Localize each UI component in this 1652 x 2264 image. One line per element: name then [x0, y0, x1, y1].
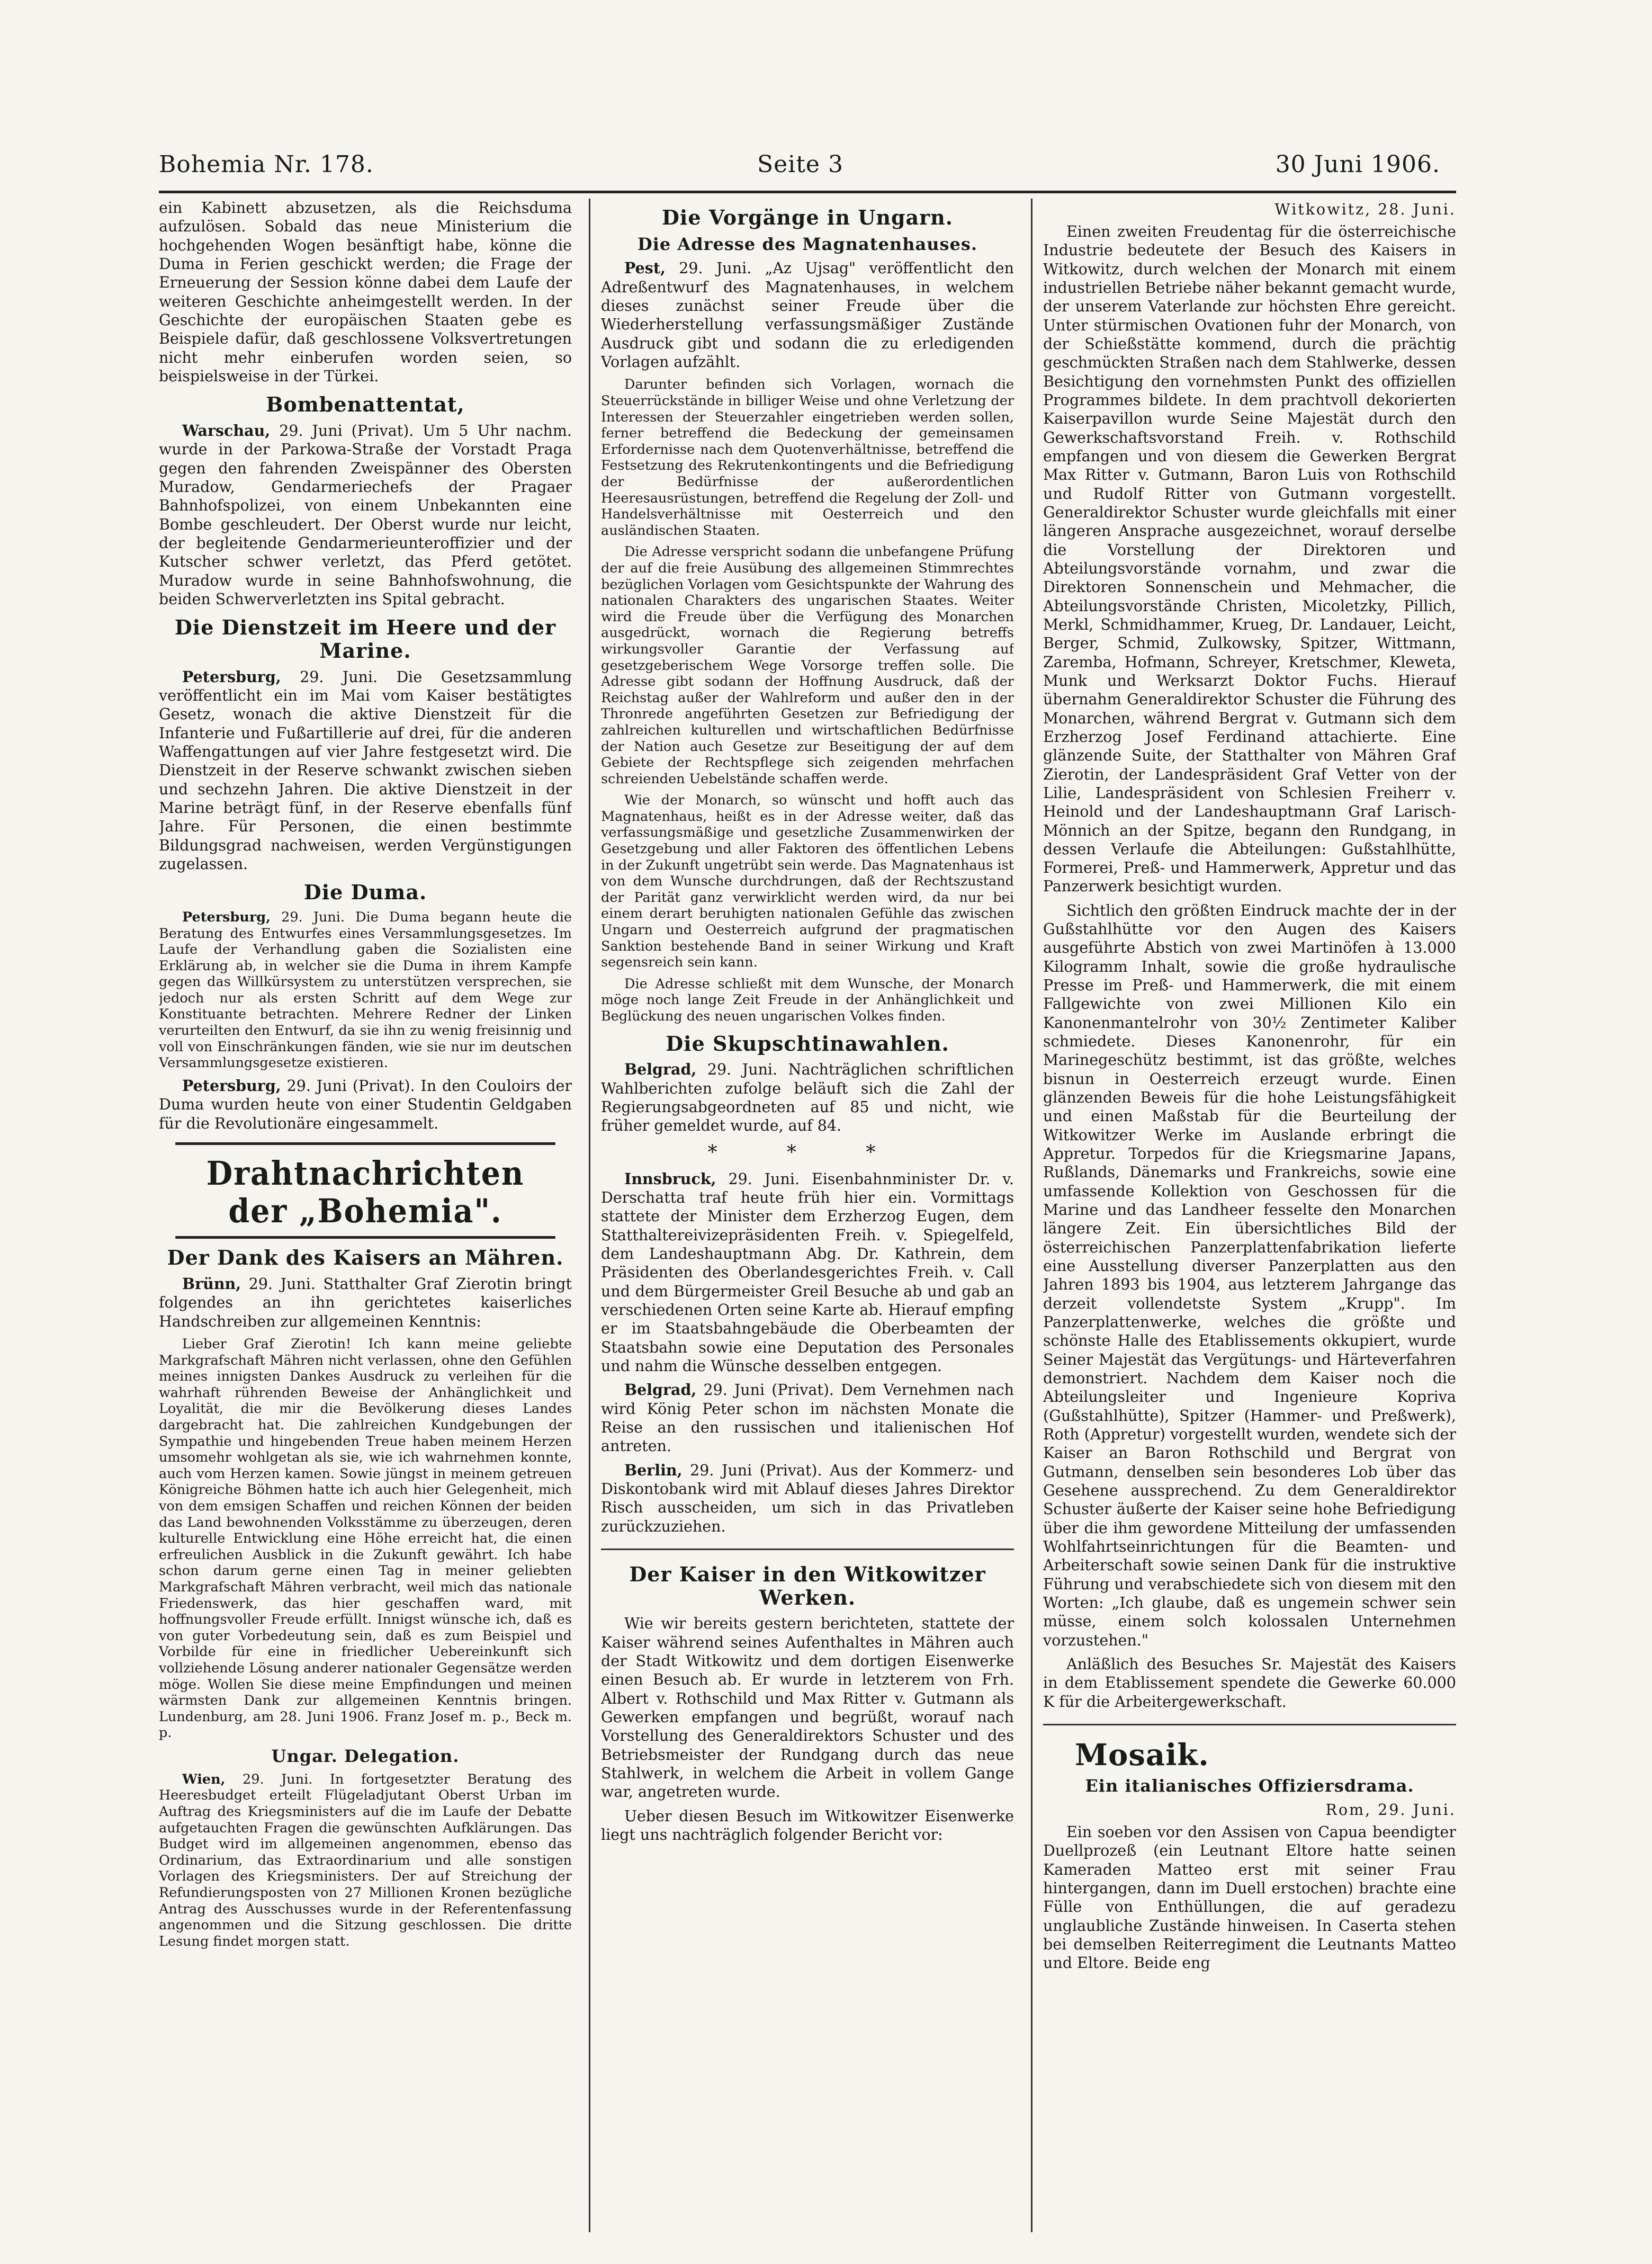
article-text: 29. Juni. Die Duma begann heute die Beratung des Entwurfes eines Versammlungsgesetzes. Im Laufe der Verhandlung gaben die Sozialisten eine Erklärung ab, in welcher sie die Duma in ihrem Kampfe gegen das Willkürsystem zu unterstützen versprechen, sie jedoch nur als ersten Schritt auf dem Wege zur Konstituante betrachten. Mehrere Redner der Linken verurteilten den Entwurf, da sie ihn zu wenig freisinnig und voll von Einschränkungen fänden, wie sie nur im deutschen Versammlungsgesetze existieren.: [159, 909, 572, 1071]
header-masthead: Bohemia Nr. 178.: [159, 151, 374, 178]
article-text: 29. Juni. In fortgesetzter Beratung des Heeresbudget erteilt Flügeladjutant Oberst Urban im Auftrag des Kriegsministers auf die im Laufe der Debatte aufgetauchten Fragen die gewünschten Aufklärungen. Das Budget wird im allgemeinen angenommen, ebenso das Ordinarium, das Extraordinarium und alle sonstigen Vorlagen des Kriegsministers. Der auf Streichung der Refundierungsposten von 27 Millionen Kronen bezügliche Antrag des Ausschusses wurde in der Referentenfassung angenommen und die Sitzung geschlossen. Die dritte Lesung findet morgen statt.: [159, 1771, 572, 1949]
dateline: Belgrad,: [624, 1060, 697, 1079]
column-right: [1043, 199, 1456, 2232]
article-text: 29. Juni (Privat). In den Couloirs der Duma wurden heute von einer Studentin Geldgaben für die Revolutionäre eingesammelt.: [159, 1077, 572, 1132]
dateline: Innsbruck,: [624, 1169, 716, 1188]
article-continuation: ein Kabinett abzusetzen, als die Reichsduma aufzulösen. Sobald das neue Ministerium die hochgehenden Wogen besänftigt habe, könne die Duma in Ferien geschickt werden; die Frage der Erneuerung der Session könne dabei dem Laufe der weiteren Geschichte anheimgestellt werden. In der Geschichte der europäischen Staaten gebe es Beispiele dafür, daß geschlossene Volksvertretungen nicht mehr einberufen worden seien, so beispielsweise in der Türkei.: [159, 199, 572, 385]
article-bombenattentat: [159, 422, 572, 608]
article-text: 29. Juni. Statthalter Graf Zierotin bringt folgendes an ihn gerichtetes kaiserliches Handschreiben zur allgemeinen Kenntnis:: [159, 1275, 572, 1330]
header-date: 30 Juni 1906.: [1275, 151, 1440, 178]
imperial-letter: Lieber Graf Zierotin! Ich kann meine geliebte Markgrafschaft Mähren nicht verlassen, ohne den Gefühlen meines innigsten Dankes Ausdruck zu verleihen für die wahrhaft rührenden Beweise der Anhänglichkeit und Loyalität, die mir die Bevölkerung dieses Landes dargebracht hat. Die zahlreichen Kundgebungen der Sympathie und hingebenden Treue haben meinem Herzen umsomehr wohlgetan als sie, wie ich wahrnehmen konnte, auch vom Herzen kamen. Sowie jüngst in meinem getreuen Königreiche Böhmen hatte ich auch hier Gelegenheit, mich von dem emsigen Schaffen und reichen Können der beiden das Land bewohnenden Volksstämme zu überzeugen, deren kulturelle Entwicklung eine Höhe erreicht hat, die einen erfreulichen Ausblick in die Zukunft gewährt. Ich habe schon darum gerne einen Tag in meiner geliebten Markgrafschaft Mähren verbracht, weil mich das nationale Friedenswerk, das hier geschaffen ward, mit hoffnungsvoller Freude erfüllt. Innigst wünsche ich, daß es von guter Vorbedeutung sein, daß es zum Beispiel und Vorbilde für eine in friedlicher Uebereinkunft sich vollziehende Lösung anderer nationaler Gegensätze werden möge. Wollen Sie diese meine Empfindungen und meinen wärmsten Dank zur allgemeinen Kenntnis bringen. Lundenburg, am 28. Juni 1906. Franz Josef m. p., Beck m. p.: [159, 1336, 572, 1741]
article-witkowitz-3: Anläßlich des Besuches Sr. Majestät des Kaisers in dem Etablissement spendete die Gewerke 60.000 K für die Arbeitergewerkschaft.: [1043, 1655, 1456, 1711]
subheadline-adresse: Die Adresse des Magnatenhauses.: [638, 234, 977, 254]
headline-kaiser-witkowitz: Der Kaiser in den Witkowitzer Werken.: [629, 1562, 986, 1609]
article-berlin: [601, 1461, 1014, 1536]
article-columns: [159, 199, 1456, 2232]
article-text: 29. Juni (Privat). Dem Vernehmen nach wird König Peter schon im nächsten Monate die Reise an den russischen und italienischen Hof antreten.: [601, 1381, 1014, 1455]
dateline: Warschau,: [182, 421, 271, 440]
dateline: Petersburg,: [182, 667, 281, 686]
section-separator-stars: * * *: [707, 1141, 908, 1164]
article-witkowitz-1: Einen zweiten Freudentag für die österreichische Industrie bedeutete der Besuch des Kaisers in Witkowitz, durch welchen der Monarch mit einem industriellen Betriebe näher bekannt gemacht wurde, der unserem Vaterlande zur höchsten Ehre gereicht. Unter stürmischen Ovationen fuhr der Monarch, von der Schießstätte kommend, durch die prächtig geschmückten Straßen nach dem Stahlwerke, dessen Besichtigung den vornehmsten Punkt des offiziellen Programmes bildete. In dem prachtvoll dekorierten Kaiserpavillon wurde Seine Majestät durch den Gewerkschaftsvorstand Freih. v. Rothschild empfangen und von diesem die Gewerken Bergrat Max Ritter v. Gutmann, Baron Luis von Rothschild und Rudolf Ritter von Gutmann vorgestellt. Generaldirektor Schuster wurde gleichfalls mit einer längeren Ansprache ausgezeichnet, worauf derselbe die Vorstellung der Direktoren und Abteilungsvorstände vornahm, und zwar die Direktoren Sonnenschein und Mehmacher, die Abteilungsvorstände Christen, Micoletzky, Pillich, Merkl, Schmidhammer, Krueg, Dr. Landauer, Leicht, Berger, Schmid, Zulkowsky, Spitzer, Wittmann, Zaremba, Hofmann, Schreyer, Kretschmer, Kleweta, Munk und Werksarzt Doktor Fuchs. Hierauf übernahm Generaldirektor Schuster die Führung des Monarchen, während Bergrat v. Gutmann sich dem Erzherzog Josef Ferdinand attachierte. Eine glänzende Suite, der Statthalter von Mähren Graf Zierotin, der Landespräsident Graf Vetter von der Lilie, Landespräsident von Schlesien Freiherr v. Heinold und der Landeshauptmann Graf Larisch-Mönnich an der Spitze, begann den Rundgang, in dessen Verlaufe die Abteilungen: Gußstahlhütte, Formerei, Preß- und Hammerwerk, Appretur und das Panzerwerk besichtigt wurden.: [1043, 223, 1456, 896]
article-offiziersdrama: Ein soeben vor den Assisen von Capua beendigter Duellprozeß (ein Leutnant Eltore hatte seinen Kameraden Matteo erst mit seiner Frau hintergangen, dann im Duell erstochen) brachte eine Fülle von Enthüllungen, die auf geradezu unglaubliche Zustände hinweisen. In Caserta stehen bei demselben Reiterregiment die Leutnants Matteo und Eltore. Beide eng: [1043, 1823, 1456, 1972]
article-text: 29. Juni. Nachträglichen schriftlichen Wahlberichten zufolge beläuft sich die Zahl der Regierungsabgeordneten auf 85 und nicht, wie früher gemeldet wurde, auf 84.: [601, 1061, 1014, 1135]
article-skupschtina: [601, 1060, 1014, 1135]
dateline: Berlin,: [624, 1461, 683, 1479]
article-belgrad: [601, 1381, 1014, 1455]
article-text: 29. Juni (Privat). Aus der Kommerz- und Diskontobank wird mit Ablauf dieses Jahres Direktor Risch ausscheiden, um sich in das Privatleben zurückzuziehen.: [601, 1461, 1014, 1535]
headline-ungar-delegation: Ungar. Delegation.: [271, 1746, 460, 1766]
article-adresse-2: Darunter befinden sich Vorlagen, wornach die Steuerrückstände in billiger Weise und ohne Verletzung der Interessen der Steuerzahler eingetrieben werden sollen, ferner betreffend die Bedeckung der gemeinsamen Erfordernisse nach dem Quotenverhältnisse, betreffend die Festsetzung des Rekrutenkontingents und die Befriedigung der Bedürfnisse der außerordentlichen Heeresausrüstungen, betreffend die Regelung der Zoll- und Handelsverhältnisse mit Oesterreich und den ausländischen Staaten.: [601, 377, 1014, 539]
page-header: [159, 151, 1456, 188]
column-left: [159, 199, 572, 2232]
headline-skupschtinawahlen: Die Skupschtinawahlen.: [666, 1031, 949, 1055]
dateline: Wien,: [182, 1771, 226, 1787]
headline-dienstzeit: Die Dienstzeit im Heere und der Marine.: [174, 615, 556, 663]
dateline: Brünn,: [182, 1275, 241, 1293]
article-text: 29. Juni. Die Gesetzsammlung veröffentlicht ein im Mai vom Kaiser bestätigtes Gesetz, wonach die aktive Dienstzeit für die Infanterie und Fußartillerie auf drei, für die anderen Waffengattungen auf vier Jahre festgesetzt wird. Die Dienstzeit in der Reserve schwankt zwischen sieben und sechzehn Jahren. Die aktive Dienstzeit in der Marine beträgt fünf, in der Reserve ebenfalls fünf Jahre. Für Personen, die einen bestimmte Bildungsgrad nachweisen, werden Vergünstigungen zugelassen.: [159, 668, 572, 873]
dateline: Belgrad,: [624, 1381, 697, 1399]
article-adresse-3: Die Adresse verspricht sodann die unbefangene Prüfung der auf die freie Ausübung des allgemeinen Stimmrechtes bezüglichen Vorlagen vom Gesichtspunkte der Wahrung des nationalen Charakters des ungarischen Staates. Weiter wird die Freude über die Verfügung des Monarchen ausgedrückt, wornach die Regierung betreffs wirkungsvoller Garantie der Verfassung auf gesetzgeberischem Wege Vorsorge treffen solle. Die Adresse gibt sodann der Hoffnung Ausdruck, daß der Reichstag außer der Wahlreform und außer den in der Thronrede angeführten Gesetzen zur Befriedigung der zahlreichen kulturellen und wirtschaftlichen Bedürfnisse der Nation auch Gesetze zur Beseitigung der auf dem Gebiete der Rechtspflege sich zeigenden mehrfachen schreienden Uebelstände schaffen werde.: [601, 544, 1014, 787]
column-rule: [1031, 199, 1032, 2232]
article-text: 29. Juni. „Az Ujsag" veröffentlicht den Adreßentwurf des Magnatenhauses, in welchem dieses zunächst seiner Freude über die Wiederherstellung verfassungsmäßiger Zustände Ausdruck gibt und sodann die zu erledigenden Vorlagen aufzählt.: [601, 259, 1014, 371]
dateline: Petersburg,: [182, 1076, 281, 1095]
headline-dank-des-kaisers: Der Dank des Kaisers an Mähren.: [167, 1246, 564, 1270]
section-heading-drahtnachrichten: Drahtnachrichten der „Bohemia".: [175, 1142, 555, 1239]
article-adresse-1: [601, 259, 1014, 371]
headline-offiziersdrama: Ein italianisches Offiziersdrama.: [1085, 1776, 1414, 1796]
headline-duma: Die Duma.: [303, 880, 427, 905]
section-heading-mosaik: Mosaik.: [1075, 1737, 1209, 1773]
article-innsbruck: [601, 1170, 1014, 1376]
article-dienstzeit: [159, 668, 572, 874]
article-ungar-delegation: [159, 1771, 572, 1950]
dateline: Pest,: [624, 259, 666, 278]
column-rule: [589, 199, 590, 2232]
article-dank: [159, 1275, 572, 1331]
section-rule: [601, 1549, 1014, 1550]
dateline-witkowitz: Witkowitz, 28. Juni.: [1274, 201, 1456, 218]
column-middle: [601, 199, 1014, 2232]
article-adresse-4: Wie der Monarch, so wünscht und hofft auch das Magnatenhaus, heißt es in der Adresse weiter, daß das verfassungsmäßige und gesetzliche Zusammenwirken der Gesetzgebung und aller Faktoren des öffentlichen Lebens in der Zukunft ungetrübt sein werde. Das Magnatenhaus ist von dem Wunsche durchdrungen, daß der Rechtszustand der Parität ganz verwirklicht werden wird, da nur bei einem derart beruhigten nationalen Gefühle das zwischen Ungarn und Oesterreich aufgrund der pragmatischen Sanktion bestehende Band in seiner Wirkung und Kraft segensreich sein kann.: [601, 792, 1014, 971]
article-duma-1: [159, 909, 572, 1071]
article-witkowitz-2: Sichtlich den größten Eindruck machte der in der Gußstahlhütte vor den Augen des Kaisers ausgeführte Abstich von zwei Martinöfen à 13.000 Kilogramm Inhalt, sowie die große hydraulische Presse im Preß- und Hammerwerk, die mit einem Fallgewichte von zwei Millionen Kilo ein Kanonenmantelrohr von 30½ Zentimeter Kaliber schmiedete. Dieses Kanonenrohr, für ein Marinegeschütz bestimmt, ist das größte, welches bisnun in Oesterreich erzeugt wurde. Einen glänzenden Beweis für die hohe Leistungsfähigkeit und einen Maßstab für die Beurteilung der Witkowitzer Werke im Auslande erbringt die Appretur. Torpedos für die Kriegsmarine Japans, Rußlands, Dänemarks und Frankreichs, sowie eine umfassende Kollektion von Geschossen für die Marine und das Landheer fesselte den Monarchen längere Zeit. Ein übersichtliches Bild der österreichischen Panzerplattenfabrikation lieferte eine Ausstellung diverser Panzerplatten aus den Jahren 1893 bis 1904, aus letzterem Jahrgange das derzeit vollendetste System „Krupp". Im Panzerplattenwerke, welches die größte und schönste Halle des Etablissements okkupiert, wurde Seiner Majestät das Vergütungs- und Härteverfahren demonstriert. Nachdem dem Kaiser noch die Abteilungsleiter und Ingenieure Kopriva (Gußstahlhütte), Spitzer (Hammer- und Preßwerk), Roth (Appretur) vorgestellt wurden, wendete sich der Kaiser an Baron Rothschild und Bergrat von Gutmann, denselben sein besonderes Lob über das Gesehene aussprechend. Zu dem Generaldirektor Schuster äußerte der Kaiser seine hohe Befriedigung über die ihm gewordene Mitteilung der umfassenden Wohlfahrtseinrichtungen für die Beamten- und Arbeiterschaft sowie seinen Dank für die instruktive Führung und verabschiedete sich von diesem mit den Worten: „Ich glaube, daß es ungemein schwer sein müsse, einem solch kolossalen Unternehmen vorzustehen.": [1043, 901, 1456, 1649]
article-text: 29. Juni (Privat). Um 5 Uhr nachm. wurde in der Parkowa-Straße der Vorstadt Praga gegen den fahrenden Zweispänner des Obersten Muradow, Gendarmeriechefs der Pragaer Bahnhofspolizei, von einem Unbekannten eine Bombe geschleudert. Der Oberst wurde nur leicht, der begleitende Gendarmerieunteroffizier und der Kutscher schwer verletzt, das Pferd getötet. Muradow wurde in seine Bahnhofswohnung, die beiden Schwerverletzten ins Spital gebracht.: [159, 422, 572, 608]
article-kaiser-1: Wie wir bereits gestern berichteten, stattete der Kaiser während seines Aufenthaltes in Mähren auch der Stadt Witkowitz und dem dortigen Eisenwerke einen Besuch ab. Er wurde in letzterem von Frh. Albert v. Rothschild und Max Ritter v. Gutmann als Gewerken empfangen und begrüßt, worauf nach Vorstellung des Generaldirektors Schuster und des Betriebsmeister der Rundgang durch das neue Stahlwerk, in welchem die Arbeit in vollem Gange war, angetreten wurde.: [601, 1615, 1014, 1801]
dateline: Petersburg,: [182, 909, 271, 925]
header-page-number: Seite 3: [757, 151, 843, 178]
article-kaiser-2: Ueber diesen Besuch im Witkowitzer Eisenwerke liegt uns nachträglich folgender Bericht vor:: [601, 1807, 1014, 1844]
header-rule: [159, 191, 1456, 193]
article-adresse-5: Die Adresse schließt mit dem Wunsche, der Monarch möge noch lange Zeit Freude in der Anhänglichkeit und Beglückung des neuen ungarischen Volkes finden.: [601, 976, 1014, 1025]
section-rule: [1043, 1724, 1456, 1725]
article-duma-2: [159, 1077, 572, 1133]
dateline-rom: Rom, 29. Juni.: [1325, 1801, 1456, 1819]
headline-vorgaenge-ungarn: Die Vorgänge in Ungarn.: [661, 205, 954, 229]
headline-bombenattentat: Bombenattentat,: [266, 392, 465, 417]
article-text: 29. Juni. Eisenbahnminister Dr. v. Derschatta traf heute früh hier ein. Vormittags stattete der Minister dem Erzherzog Eugen, dem Statthaltereivizepräsidenten Freih. v. Spiegelfeld, dem Landeshauptmann Abg. Dr. Kathrein, dem Präsidenten des Oberlandesgerichtes Freih. v. Call und dem Bürgermeister Greil Besuche ab und gab an verschiedenen Orten seine Karte ab. Hierauf empfing er im Staatsbahngebäude die Oberbeamten der Staatsbahn sowie eine Deputation des Personales und nahm die Wünsche desselben entgegen.: [601, 1170, 1014, 1375]
